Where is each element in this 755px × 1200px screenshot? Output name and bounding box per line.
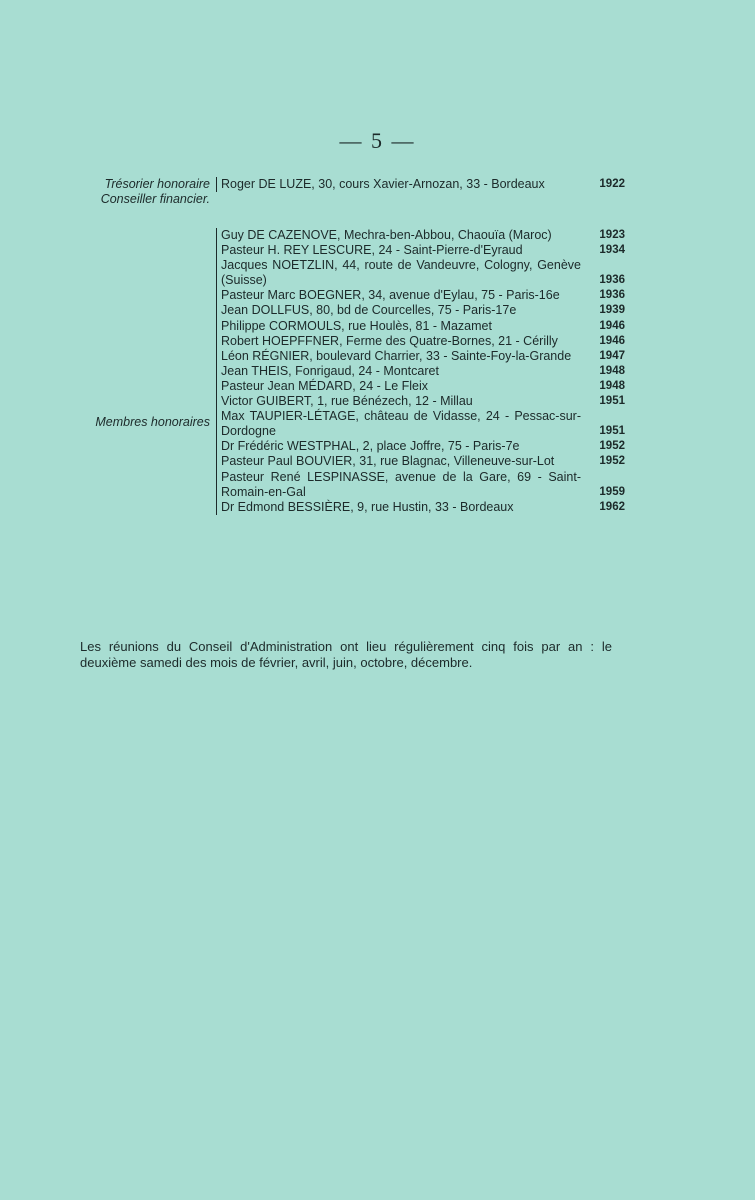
treasurer-label (80, 177, 210, 207)
honorary-entry-year: 1946 (599, 334, 625, 347)
treasurer-entry-year: 1922 (599, 178, 625, 190)
honorary-entry-text: Jacques NOETZLIN, 44, route de Vandeuvre, Cologny, Genève (Suisse) (221, 258, 581, 288)
honorary-entry-text: Pasteur René LESPINASSE, avenue de la Gare, 69 - Saint-Romain-en-Gal (221, 469, 581, 499)
honorary-entry-year: 1951 (599, 425, 625, 438)
honorary-entry-year: 1952 (599, 440, 625, 453)
treasurer-section (80, 177, 625, 211)
honorary-entry-year: 1959 (599, 485, 625, 498)
honorary-entry (221, 470, 625, 500)
honorary-entry-text: Pasteur Paul BOUVIER, 31, rue Blagnac, Villeneuve-sur-Lot (221, 454, 555, 469)
honorary-entry-text: Guy DE CAZENOVE, Mechra-ben-Abbou, Chaouïa (Maroc) (221, 228, 552, 242)
honorary-entry-list (216, 228, 625, 515)
honorary-entry-text: Max TAUPIER-LÉTAGE, château de Vidasse, 24 - Pessac-sur-Dordogne (221, 409, 581, 439)
honorary-entry (221, 379, 625, 394)
meeting-schedule-note: Les réunions du Conseil d'Administration ont lieu régulièrement cinq fois par an : le deuxième samedi des mois de février, avril, juin, octobre, décembre. (80, 639, 612, 670)
honorary-entry (221, 334, 625, 349)
honorary-entry (221, 228, 625, 243)
honorary-label: Membres honoraires (95, 415, 210, 429)
honorary-entry (221, 500, 625, 515)
honorary-entry-year: 1952 (599, 455, 625, 468)
page-number: — 5 — (339, 128, 416, 153)
honorary-entry-year: 1946 (599, 319, 625, 332)
honorary-entry-year: 1948 (599, 364, 625, 377)
treasurer-entry-column (216, 177, 625, 192)
honorary-entry-year: 1936 (599, 289, 625, 302)
honorary-entry-text: Dr Frédéric WESTPHAL, 2, place Joffre, 75 - Paris-7e (221, 439, 520, 454)
honorary-entry (221, 364, 625, 379)
honorary-entry-year: 1936 (599, 274, 625, 287)
honorary-entry-text: Pasteur Marc BOEGNER, 34, avenue d'Eylau, 75 - Paris-16e (221, 288, 560, 303)
treasurer-entry (221, 177, 625, 192)
honorary-entry (221, 243, 625, 258)
honorary-entry (221, 439, 625, 454)
honorary-entry-year: 1948 (599, 379, 625, 392)
honorary-entry-text: Pasteur Jean MÉDARD, 24 - Le Fleix (221, 378, 429, 393)
honorary-entry (221, 409, 625, 439)
honorary-entry-text: Pasteur H. REY LESCURE, 24 - Saint-Pierre-d'Eyraud (221, 243, 523, 258)
honorary-entry (221, 288, 625, 303)
honorary-entry-text: Philippe CORMOULS, rue Houlès, 81 - Mazamet (221, 318, 492, 333)
honorary-entry (221, 258, 625, 288)
honorary-entry (221, 454, 625, 469)
honorary-entry (221, 319, 625, 334)
honorary-entry-text: Jean THEIS, Fonrigaud, 24 - Montcaret (221, 363, 439, 378)
honorary-entry-year: 1962 (599, 500, 625, 513)
honorary-entry-text: Robert HOEPFFNER, Ferme des Quatre-Bornes, 21 - Cérilly (221, 333, 558, 348)
honorary-entry-year: 1951 (599, 395, 625, 408)
honorary-entry-text: Léon RÉGNIER, boulevard Charrier, 33 - Sainte-Foy-la-Grande (221, 348, 572, 363)
honorary-entry-year: 1939 (599, 304, 625, 317)
honorary-entry-text: Victor GUIBERT, 1, rue Bénézech, 12 - Millau (221, 394, 473, 409)
honorary-entry-text: Jean DOLLFUS, 80, bd de Courcelles, 75 - Paris-17e (221, 303, 517, 318)
honorary-entry-year: 1923 (599, 229, 625, 241)
honorary-entry-year: 1947 (599, 349, 625, 362)
treasurer-label-line2: Conseiller financier. (100, 192, 210, 206)
honorary-entry-text: Dr Edmond BESSIÈRE, 9, rue Hustin, 33 - Bordeaux (221, 499, 514, 514)
honorary-entry (221, 349, 625, 364)
honorary-entry (221, 394, 625, 409)
honorary-section (80, 228, 625, 614)
treasurer-label-line1: Trésorier honoraire (104, 177, 210, 191)
treasurer-entry-text: Roger DE LUZE, 30, cours Xavier-Arnozan, 33 - Bordeaux (221, 177, 545, 191)
honorary-entry-year: 1934 (599, 244, 625, 257)
honorary-entry (221, 303, 625, 318)
